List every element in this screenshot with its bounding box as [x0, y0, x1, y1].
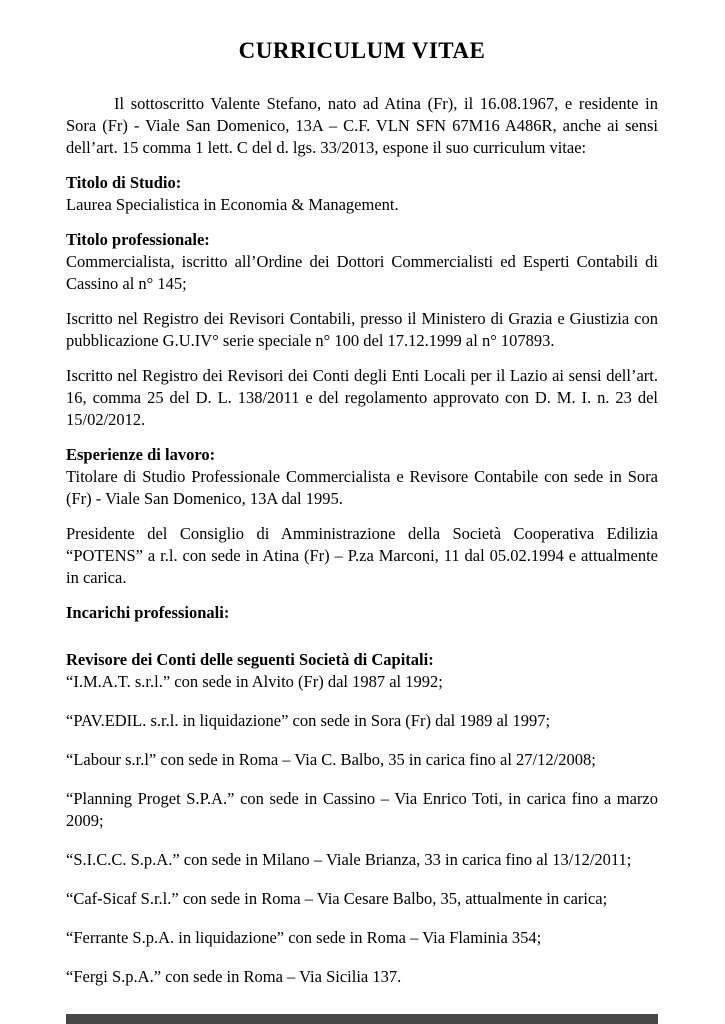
heading-incarichi-professionali: Incarichi professionali: [66, 603, 230, 622]
heading-titolo-di-studio: Titolo di Studio: [66, 173, 182, 192]
esperienze-presidente-paragraph: Presidente del Consiglio di Amministrazione della Società Cooperativa Edilizia “POTENS” a r.l. con sede in Atina (Fr) – P.za Marconi, 11 dal 05.02.1994 e attualmente in carica. [66, 524, 658, 587]
company-item: “Planning Proget S.P.A.” con sede in Cassino – Via Enrico Toti, in carica fino a marzo 2009; [66, 789, 658, 830]
cv-document-content [66, 38, 658, 988]
intro-paragraph: Il sottoscritto Valente Stefano, nato ad Atina (Fr), il 16.08.1967, e residente in Sora (Fr) - Viale San Domenico, 13A – C.F. VLN SFN 67M16 A486R, anche ai sensi dell’art. 15 comma 1 lett. C del d. lgs. 33/2013, espone il suo curriculum vitae: [66, 94, 658, 157]
titolo-professionale-text: Commercialista, iscritto all’Ordine dei Dottori Commercialisti ed Esperti Contabili di Cassino al n° 145; [66, 252, 658, 293]
company-item: “Caf-Sicaf S.r.l.” con sede in Roma – Via Cesare Balbo, 35, attualmente in carica; [66, 889, 608, 908]
heading-esperienze-di-lavoro: Esperienze di lavoro: [66, 445, 216, 464]
horizontal-scrollbar-thumb[interactable] [66, 1014, 658, 1024]
company-item: “Labour s.r.l” con sede in Roma – Via C. Balbo, 35 in carica fino al 27/12/2008; [66, 750, 596, 769]
titolo-di-studio-text: Laurea Specialistica in Economia & Management. [66, 195, 399, 214]
esperienze-studio-paragraph: Titolare di Studio Professionale Commercialista e Revisore Contabile con sede in Sora (Fr) - Viale San Domenico, 13A dal 1995. [66, 467, 658, 508]
company-item: “Fergi S.p.A.” con sede in Roma – Via Sicilia 137. [66, 967, 402, 986]
revisori-enti-locali-paragraph: Iscritto nel Registro dei Revisori dei Conti degli Enti Locali per il Lazio ai sensi dell’art. 16, comma 25 del D. L. 138/2011 e del regolamento approvato con D. M. I. n. 23 del 15/02/2012. [66, 366, 658, 429]
revisori-contabili-paragraph: Iscritto nel Registro dei Revisori Contabili, presso il Ministero di Grazia e Giustizia con pubblicazione G.U.IV° serie speciale n° 100 del 17.12.1999 al n° 107893. [66, 309, 658, 350]
company-item: “I.M.A.T. s.r.l.” con sede in Alvito (Fr) dal 1987 al 1992; [66, 672, 443, 691]
company-item: “S.I.C.C. S.p.A.” con sede in Milano – Viale Brianza, 33 in carica fino al 13/12/2011; [66, 850, 632, 869]
company-item: “Ferrante S.p.A. in liquidazione” con sede in Roma – Via Flaminia 354; [66, 928, 542, 947]
heading-titolo-professionale: Titolo professionale: [66, 230, 210, 249]
heading-revisore-dei-conti: Revisore dei Conti delle seguenti Società di Capitali: [66, 650, 434, 669]
document-title: CURRICULUM VITAE [238, 38, 486, 63]
company-item: “PAV.EDIL. s.r.l. in liquidazione” con sede in Sora (Fr) dal 1989 al 1997; [66, 711, 551, 730]
